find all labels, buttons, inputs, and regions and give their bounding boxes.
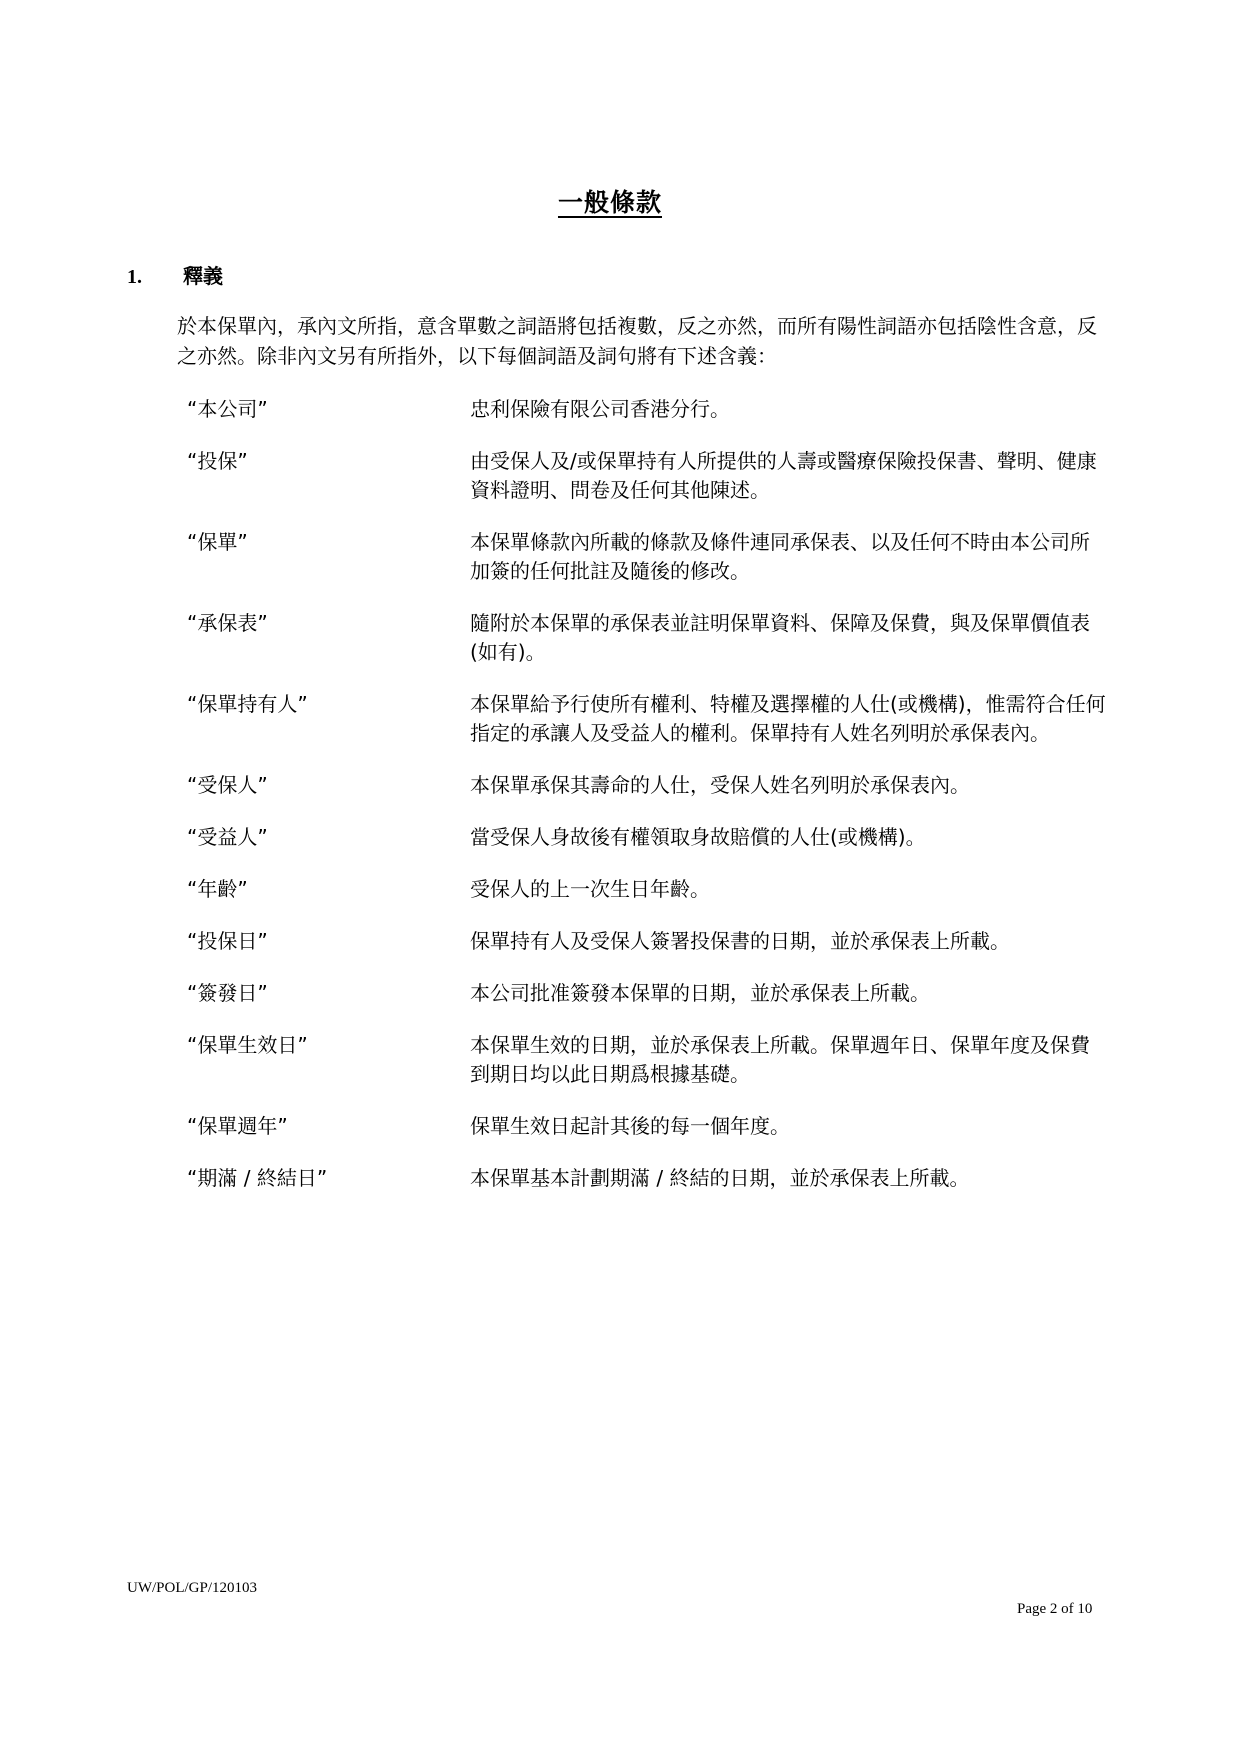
definition-term: “投保”: [187, 449, 248, 473]
definition-text: 忠利保險有限公司香港分行。: [470, 397, 730, 421]
definition-row: [187, 875, 1107, 904]
definition-term: “受保人”: [187, 773, 268, 797]
definition-text: 本保單生效的日期，並於承保表上所載。保單週年日、保單年度及保費到期日均以此日期爲根據基礎。: [470, 1033, 1090, 1086]
intro-paragraph: 於本保單內，承內文所指，意含單數之詞語將包括複數，反之亦然，而所有陽性詞語亦包括陰性含意，反之亦然。除非內文另有所指外，以下每個詞語及詞句將有下述含義：: [177, 314, 1097, 368]
definition-row: [187, 609, 1107, 667]
document-code: UW/POL/GP/120103: [127, 1580, 258, 1596]
definition-term: “保單持有人”: [187, 692, 308, 716]
definition-row: [187, 1031, 1107, 1089]
definition-text: 保單持有人及受保人簽署投保書的日期，並於承保表上所載。: [470, 929, 1010, 953]
page-number: Page 2 of 10: [1017, 1601, 1093, 1617]
section-heading: [127, 260, 223, 289]
definition-text: 本保單給予行使所有權利、特權及選擇權的人仕(或機構)，惟需符合任何指定的承讓人及受益人的權利。保單持有人姓名列明於承保表內。: [470, 692, 1106, 745]
definition-row: [187, 927, 1107, 956]
section-number: 1.: [127, 266, 142, 288]
definition-term: “承保表”: [187, 611, 268, 635]
definition-text: 當受保人身故後有權領取身故賠償的人仕(或機構)。: [470, 825, 926, 849]
definition-term: “年齡”: [187, 877, 248, 901]
definition-row: [187, 1112, 1107, 1141]
definition-term: “投保日”: [187, 929, 268, 953]
definition-term: “保單生效日”: [187, 1033, 308, 1057]
definition-text: 本保單承保其壽命的人仕，受保人姓名列明於承保表內。: [470, 773, 970, 797]
definition-row: [187, 823, 1107, 852]
definition-text: 本保單基本計劃期滿 / 終結的日期，並於承保表上所載。: [470, 1166, 970, 1190]
definition-row: [187, 979, 1107, 1008]
definition-text: 保單生效日起計其後的每一個年度。: [470, 1114, 790, 1138]
definition-term: “簽發日”: [187, 981, 268, 1005]
definition-term: “期滿 / 終結日”: [187, 1166, 328, 1190]
section-title: 釋義: [183, 264, 223, 288]
definition-term: “保單週年”: [187, 1114, 288, 1138]
definition-text: 本保單條款內所載的條款及條件連同承保表、以及任何不時由本公司所加簽的任何批註及隨後的修改。: [470, 530, 1090, 583]
definition-text: 隨附於本保單的承保表並註明保單資料、保障及保費，與及保單價值表(如有)。: [470, 611, 1090, 664]
definition-text: 受保人的上一次生日年齡。: [470, 877, 710, 901]
definition-text: 本公司批准簽發本保單的日期，並於承保表上所載。: [470, 981, 930, 1005]
definition-term: “本公司”: [187, 397, 268, 421]
definitions-list: [187, 395, 1107, 1216]
document-title: 一般條款: [557, 188, 662, 217]
definition-row: [187, 1164, 1107, 1193]
definition-row: [187, 690, 1107, 748]
definition-row: [187, 528, 1107, 586]
definition-row: [187, 395, 1107, 424]
definition-row: [187, 771, 1107, 800]
definition-text: 由受保人及/或保單持有人所提供的人壽或醫療保險投保書、聲明、健康資料證明、問卷及任何其他陳述。: [470, 449, 1097, 502]
definition-term: “保單”: [187, 530, 248, 554]
definition-row: [187, 447, 1107, 505]
definition-term: “受益人”: [187, 825, 268, 849]
